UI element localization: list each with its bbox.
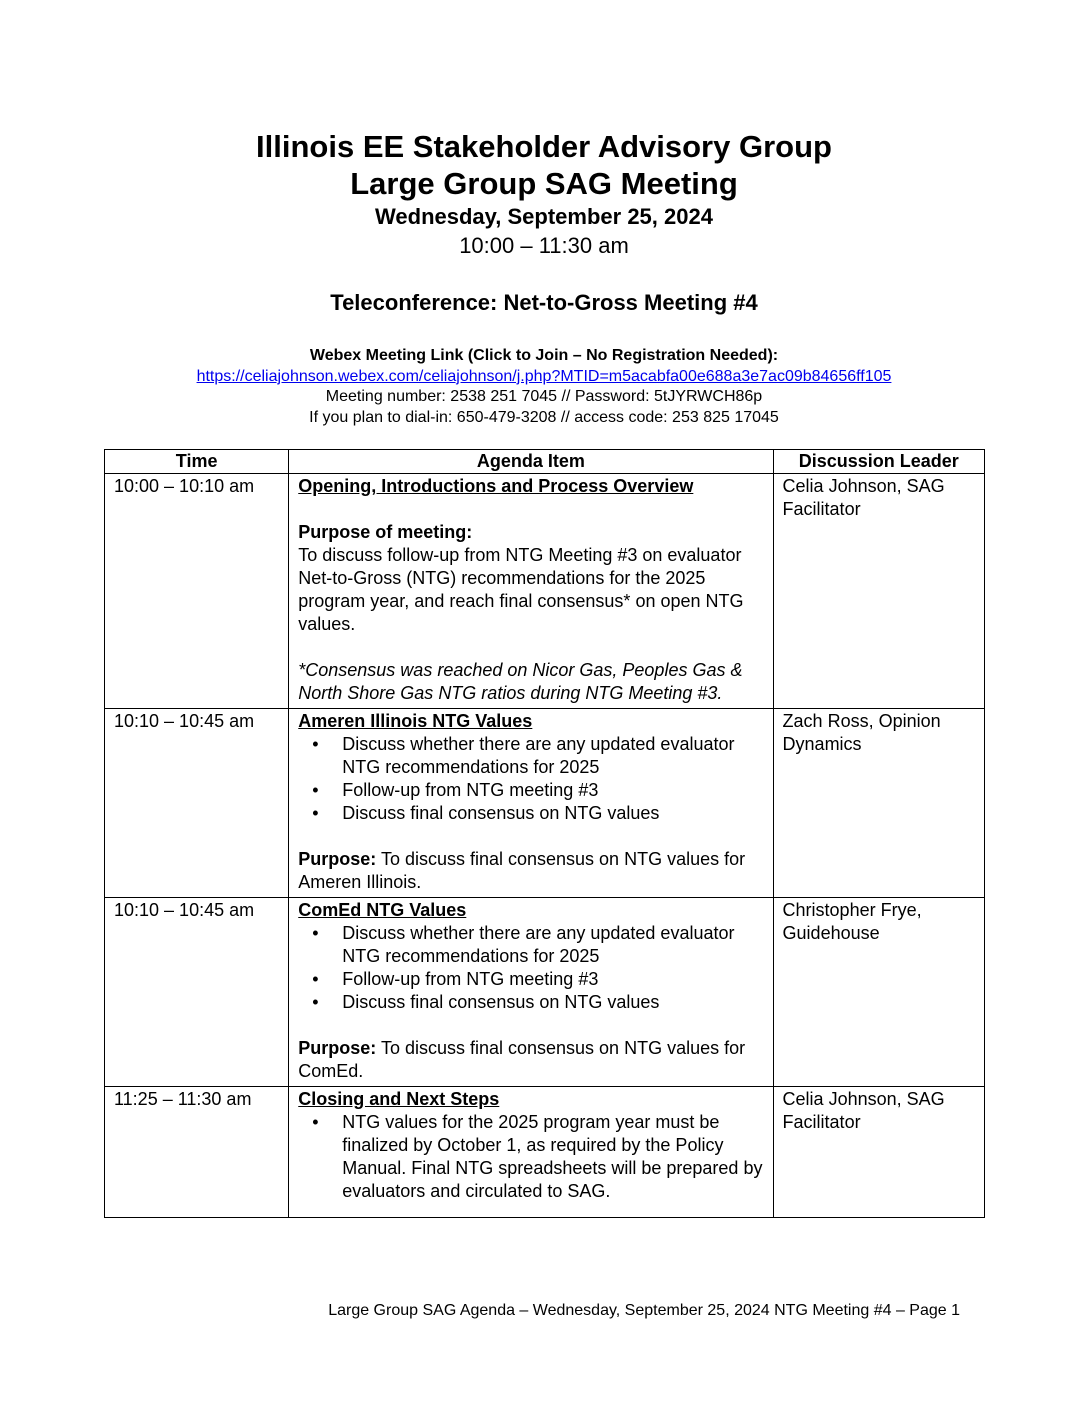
meeting-number: Meeting number: 2538 251 7045 // Password: 5tJYRWCH86p xyxy=(325,388,763,405)
row-time: 10:10 – 10:45 am xyxy=(105,709,289,898)
item-title: Ameren Illinois NTG Values xyxy=(298,711,533,731)
purpose-text: To discuss follow-up from NTG Meeting #3 on evaluator Net-to-Gross (NTG) recommendations for the 2025 program year, and reach final consensus* on open NTG values. xyxy=(298,545,744,634)
list-item: • Discuss final consensus on NTG values xyxy=(342,991,764,1014)
row-agenda-item xyxy=(289,898,773,1087)
row-leader: Celia Johnson, SAG Facilitator xyxy=(773,474,984,709)
webex-link-row xyxy=(0,366,1088,387)
list-item: • Follow-up from NTG meeting #3 xyxy=(342,779,764,802)
agenda-table xyxy=(104,449,985,1218)
bullet-list xyxy=(298,733,764,825)
purpose-paragraph xyxy=(298,1037,764,1083)
row-leader: Christopher Frye, Guidehouse xyxy=(773,898,984,1087)
table-header-row xyxy=(105,450,985,474)
row-agenda-item xyxy=(289,474,773,709)
list-item: • Discuss whether there are any updated evaluator NTG recommendations for 2025 xyxy=(342,733,764,779)
purpose-text: To discuss final consensus on NTG values for Ameren Illinois. xyxy=(298,849,746,892)
webex-label: Webex Meeting Link (Click to Join – No Registration Needed): xyxy=(309,347,779,364)
list-item: • NTG values for the 2025 program year must be finalized by October 1, as required by the Policy Manual. Final NTG spreadsheets will be prepared by evaluators and circulated to SAG. xyxy=(342,1111,764,1203)
dial-in-info: If you plan to dial-in: 650-479-3208 // access code: 253 825 17045 xyxy=(309,409,779,426)
bullet-list xyxy=(298,922,764,1014)
teleconference-heading: Teleconference: Net-to-Gross Meeting #4 xyxy=(330,290,758,315)
list-item: • Follow-up from NTG meeting #3 xyxy=(342,968,764,991)
document-title: Illinois EE Stakeholder Advisory Group xyxy=(256,129,832,164)
page-footer: Large Group SAG Agenda – Wednesday, September 25, 2024 NTG Meeting #4 – Page 1 xyxy=(328,1302,960,1319)
item-title: Closing and Next Steps xyxy=(298,1089,500,1109)
table-row xyxy=(105,1087,985,1218)
list-item: • Discuss final consensus on NTG values xyxy=(342,802,764,825)
purpose-text: To discuss final consensus on NTG values for ComEd. xyxy=(298,1038,746,1081)
webex-link[interactable]: https://celiajohnson.webex.com/celiajohnson/j.php?MTID=m5acabfa00e688a3e7ac09b84656ff105 xyxy=(196,368,892,385)
bullet-list xyxy=(298,1111,764,1203)
row-agenda-item xyxy=(289,1087,773,1218)
item-title: Opening, Introductions and Process Overview xyxy=(298,476,694,496)
header-discussion-leader: Discussion Leader xyxy=(773,450,984,474)
list-item: • Discuss whether there are any updated evaluator NTG recommendations for 2025 xyxy=(342,922,764,968)
consensus-note: *Consensus was reached on Nicor Gas, Peoples Gas & North Shore Gas NTG ratios during NTG Meeting #3. xyxy=(298,660,743,703)
item-title: ComEd NTG Values xyxy=(298,900,467,920)
purpose-label: Purpose: xyxy=(298,1038,377,1058)
row-leader: Zach Ross, Opinion Dynamics xyxy=(773,709,984,898)
row-time: 11:25 – 11:30 am xyxy=(105,1087,289,1218)
purpose-label: Purpose: xyxy=(298,849,377,869)
table-row xyxy=(105,474,985,709)
purpose-heading: Purpose of meeting: xyxy=(298,522,473,542)
row-time: 10:00 – 10:10 am xyxy=(105,474,289,709)
header-time: Time xyxy=(105,450,289,474)
row-leader: Celia Johnson, SAG Facilitator xyxy=(773,1087,984,1218)
table-row xyxy=(105,709,985,898)
meeting-time: 10:00 – 11:30 am xyxy=(459,233,629,258)
meeting-date: Wednesday, September 25, 2024 xyxy=(375,204,713,229)
table-row xyxy=(105,898,985,1087)
row-time: 10:10 – 10:45 am xyxy=(105,898,289,1087)
purpose-paragraph xyxy=(298,848,764,894)
meeting-title: Large Group SAG Meeting xyxy=(350,166,738,201)
header-agenda-item: Agenda Item xyxy=(289,450,773,474)
row-agenda-item xyxy=(289,709,773,898)
